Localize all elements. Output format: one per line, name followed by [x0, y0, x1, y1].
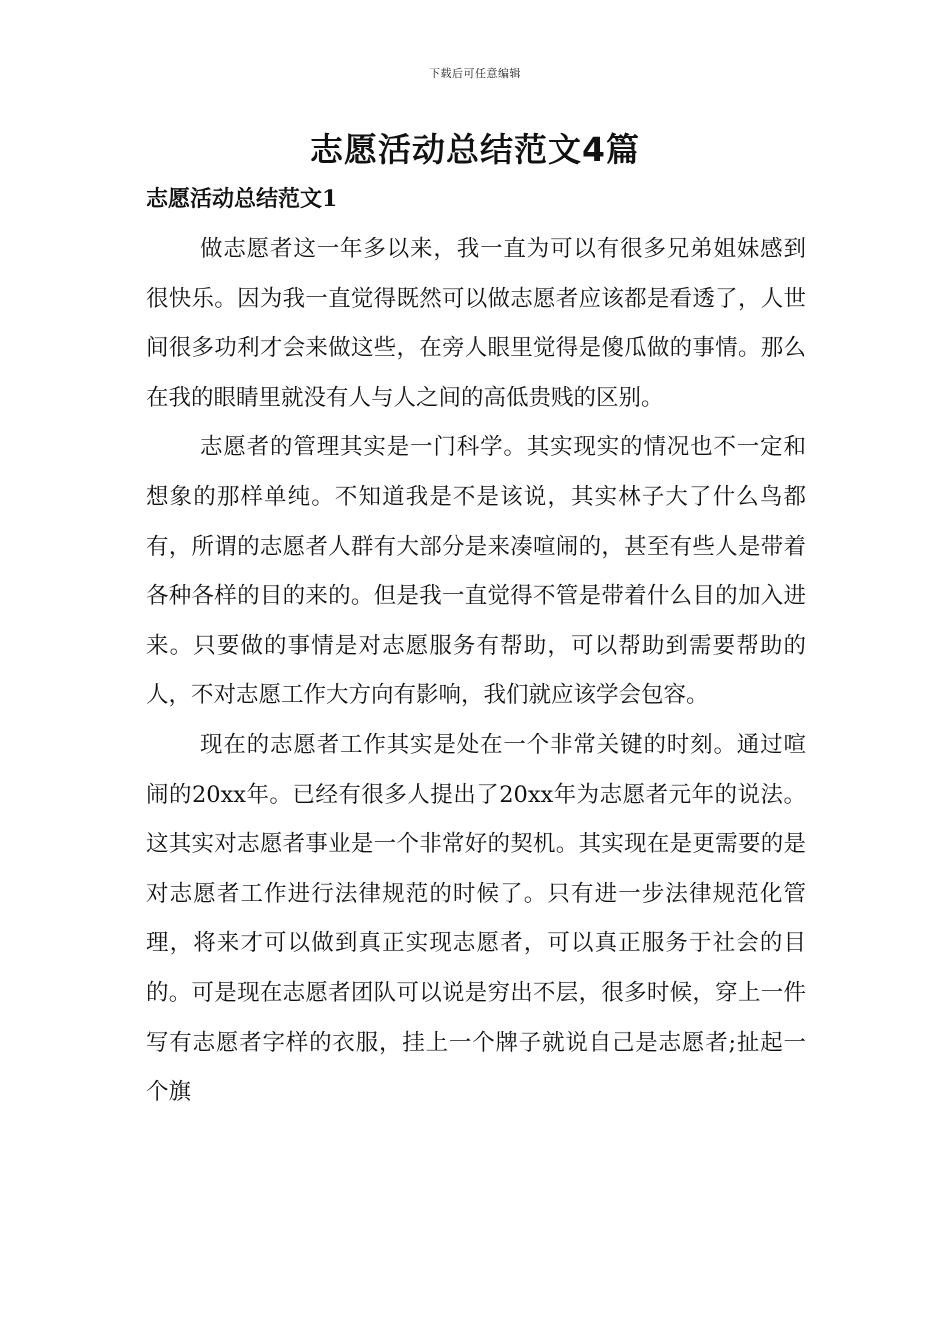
- paragraph-2: 志愿者的管理其实是一门科学。其实现实的情况也不一定和想象的那样单纯。不知道我是不是该说，其实林子大了什么鸟都有，所谓的志愿者人群有大部分是来凑喧闹的，甚至有些人是带着各种各样的目的来的。但是我一直觉得不管是带着什么目的加入进来。只要做的事情是对志愿服务有帮助，可以帮助到需要帮助的人，不对志愿工作大方向有影响，我们就应该学会包容。: [146, 434, 806, 709]
- document-title: 志愿活动总结范文4篇: [310, 130, 640, 169]
- document-body: [146, 225, 806, 1118]
- paragraph-1: 做志愿者这一年多以来，我一直为可以有很多兄弟姐妹感到很快乐。因为我一直觉得既然可以做志愿者应该都是看透了，人世间很多功利才会来做这些，在旁人眼里觉得是傻瓜做的事情。那么在我的眼睛里就没有人与人之间的高低贵贱的区别。: [146, 236, 806, 411]
- header-note: 下载后可任意编辑: [429, 67, 521, 80]
- section-heading: 志愿活动总结范文1: [146, 186, 338, 212]
- paragraph-3: 现在的志愿者工作其实是处在一个非常关键的时刻。通过喧闹的20xx年。已经有很多人提出了20xx年为志愿者元年的说法。这其实对志愿者事业是一个非常好的契机。其实现在是更需要的是对志愿者工作进行法律规范的时候了。只有进一步法律规范化管理，将来才可以做到真正实现志愿者，可以真正服务于社会的目的。可是现在志愿者团队可以说是穷出不层，很多时候，穿上一件写有志愿者字样的衣服，挂上一个牌子就说自己是志愿者;扯起一个旗: [146, 731, 806, 1106]
